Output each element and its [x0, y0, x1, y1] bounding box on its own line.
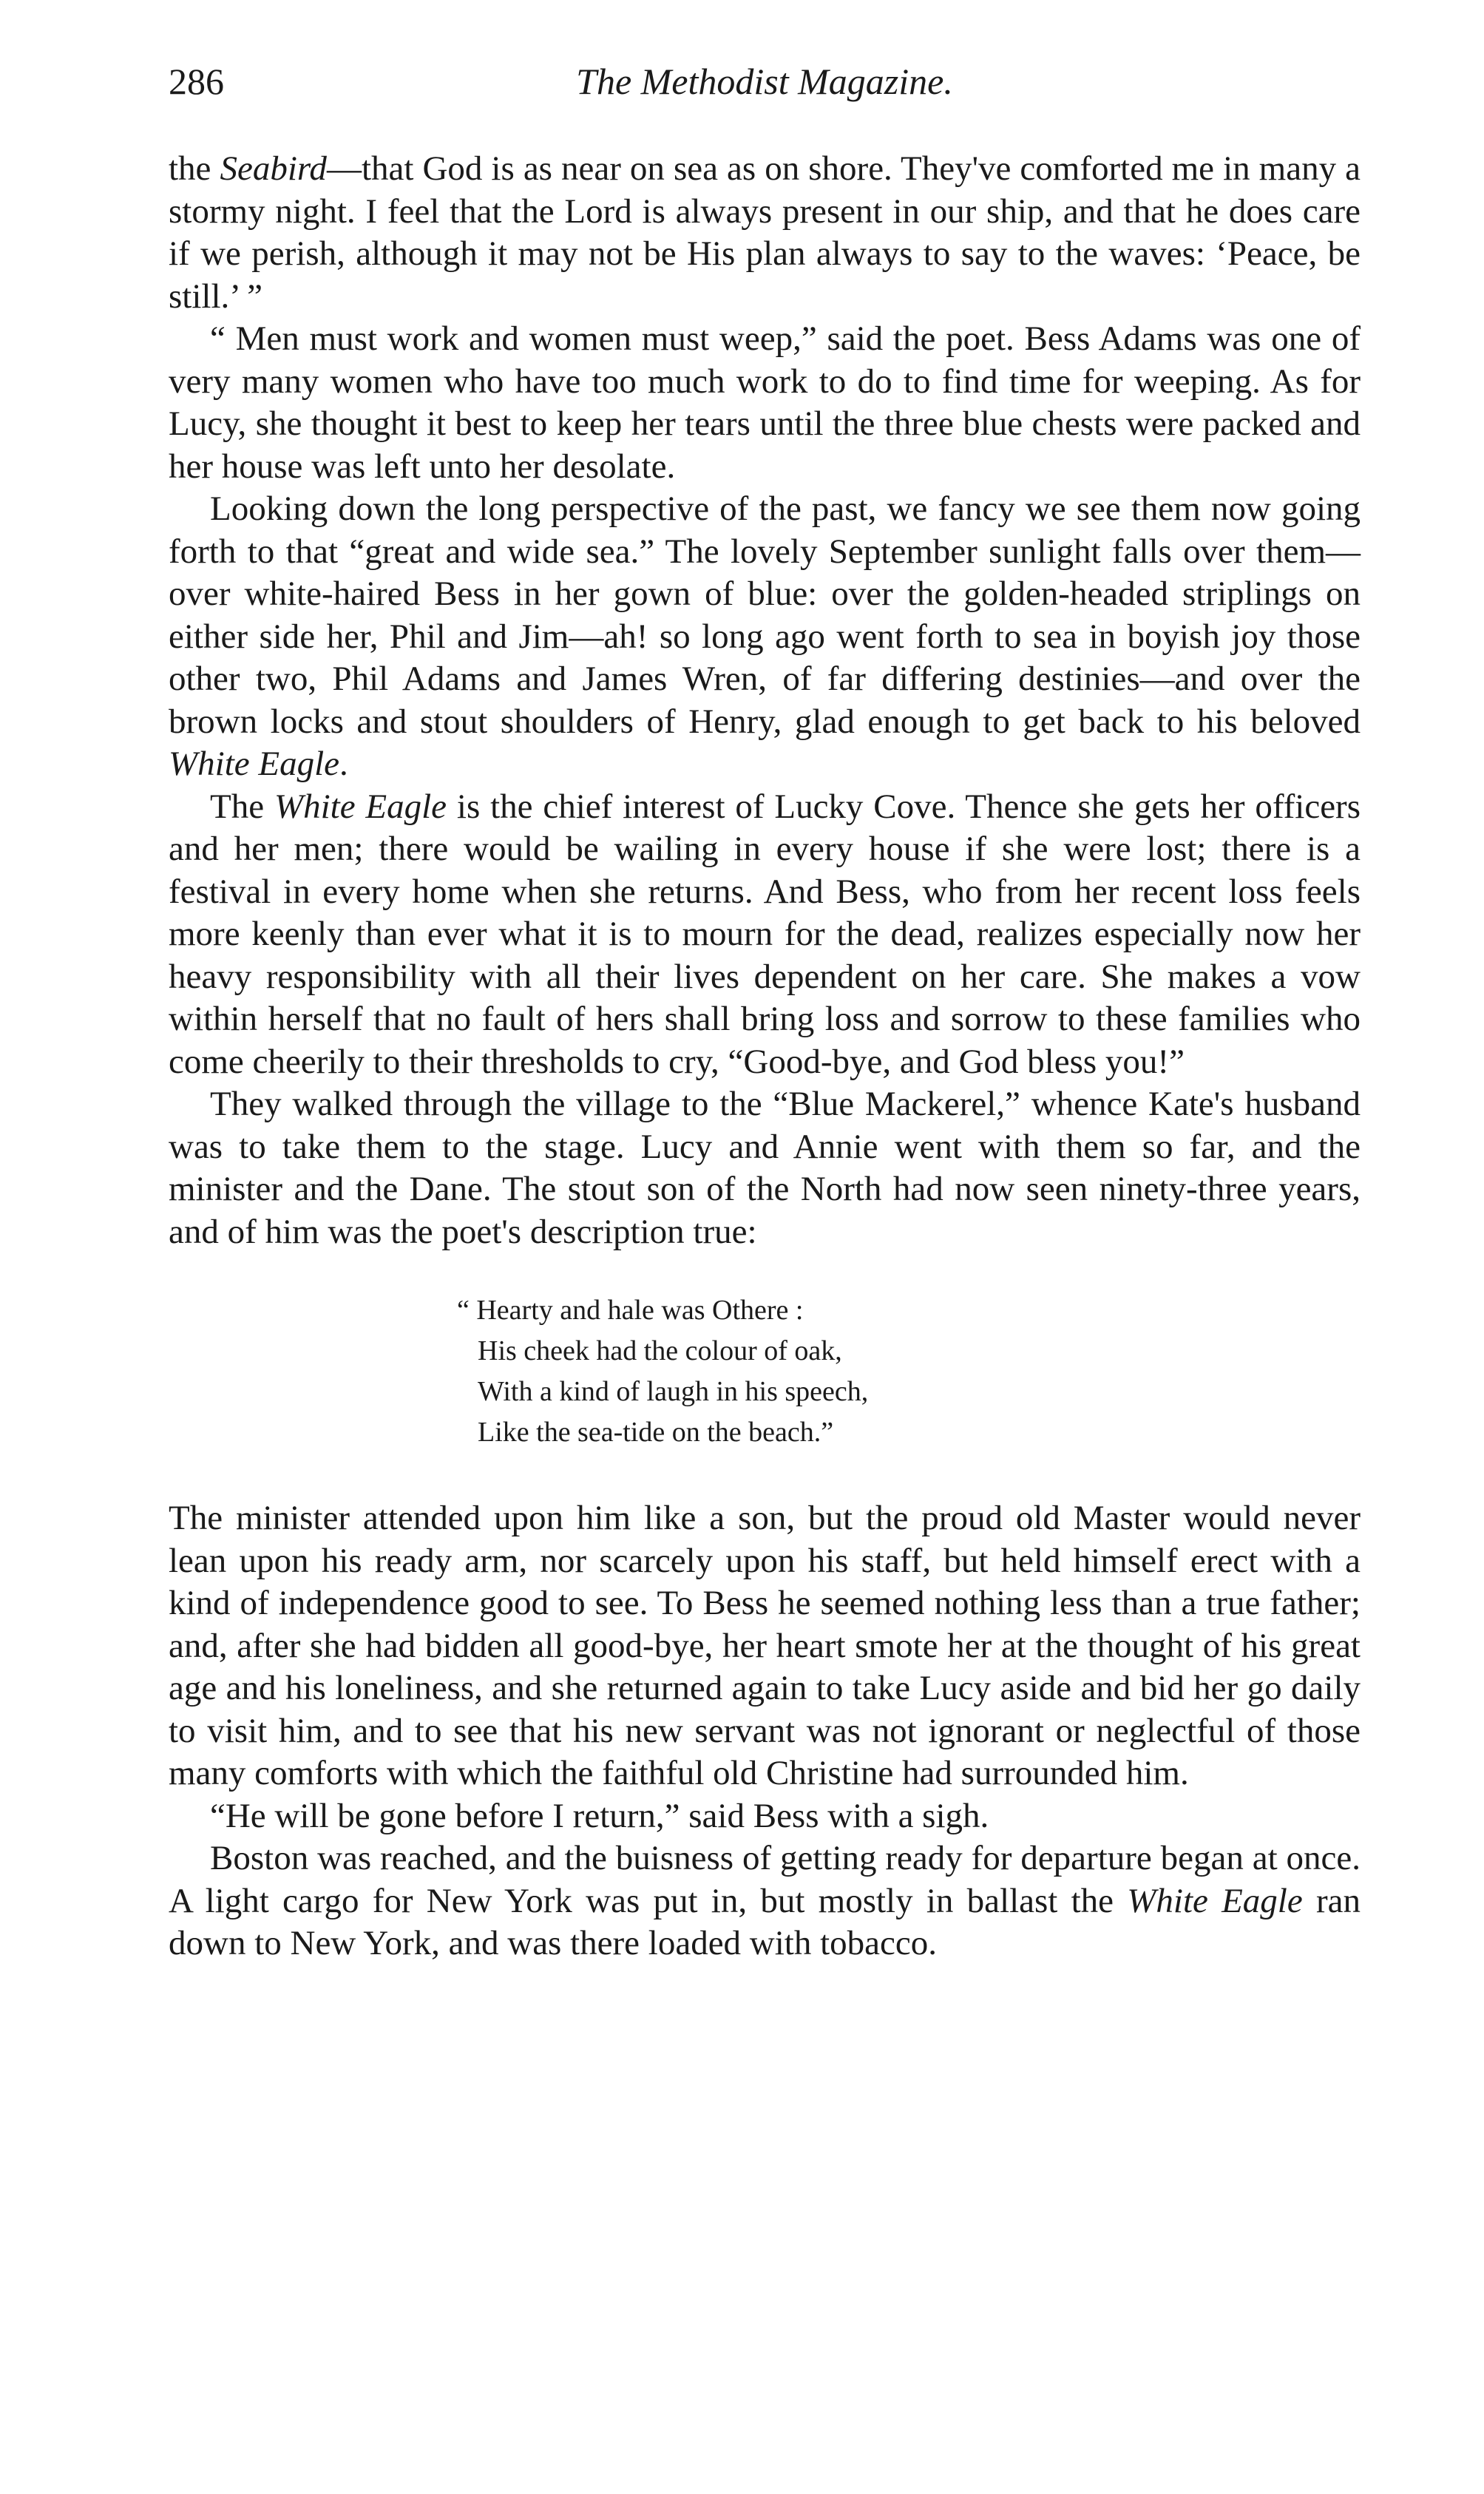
paragraph-3: [169, 488, 1361, 786]
verse-line-3: With a kind of laugh in his speech,: [478, 1376, 869, 1407]
paragraph-4-text-b: is the chief interest of Lucky Cove. Thence she gets her officers and her men; there would be wailing in every house if she were lost; there is a festival in every home when she returns. And Bess, who from her recent loss feels more keenly than ever what it is to mourn for the dead, realizes especially now her heavy responsibility with all their lives dependent on her care. She makes a vow within herself that no fault of hers shall bring loss and sorrow to these families who come cheerily to their thresholds to cry, “Good-bye, and God bless you!”: [169, 787, 1361, 1081]
paragraph-7: “He will be gone before I return,” said Bess with a sigh.: [210, 1796, 989, 1835]
running-head: [169, 52, 1361, 111]
verse-line-2: His cheek had the colour of oak,: [478, 1335, 842, 1366]
ship-name: White Eagle: [169, 745, 340, 783]
paragraph-3-text-b: .: [339, 745, 348, 783]
paragraph-2: “ Men must work and women must weep,” said the poet. Bess Adams was one of very many women who have too much work to do to find time for weeping. As for Lucy, she thought it best to keep her tears until the three blue chests were packed and her house was left unto her desolate.: [169, 319, 1361, 486]
paragraph-5: They walked through the village to the “Blue Mackerel,” whence Kate's husband was to take them to the stage. Lucy and Annie went with them so far, and the minister and the Dane. The stout son of the North had now seen ninety-three years, and of him was the poet's description true:: [169, 1085, 1361, 1251]
page-number: 286: [169, 61, 224, 102]
paragraph-8: [169, 1837, 1361, 1965]
paragraph-3-text-a: Looking down the long perspective of the past, we fancy we see them now going forth to that “great and wide sea.” The lovely September sunlight falls over them—over white-haired Bess in her gown of blue: over the golden-headed striplings on either side her, Phil and Jim—ah! so long ago went forth to sea in boyish joy those other two, Phil Adams and James Wren, of far differing destinies—and over the brown locks and stout shoulders of Henry, glad enough to get back to his beloved: [169, 489, 1361, 741]
paragraph-1: [169, 148, 1361, 318]
ship-name: White Eagle: [1127, 1881, 1303, 1920]
paragraph-8-text-a: Boston was reached, and the buisness of getting ready for departure began at once. A light cargo for New York was put in, but mostly in ballast the: [169, 1839, 1361, 1920]
ship-name: White Eagle: [274, 787, 447, 826]
ship-name: Seabird: [220, 149, 327, 188]
journal-title: The Methodist Magazine.: [576, 61, 953, 102]
verse-line-1: “ Hearty and hale was Othere :: [457, 1295, 804, 1326]
paragraph-4-text-a: The: [210, 787, 274, 826]
paragraph-1-text-b: —that God is as near on sea as on shore. They've comforted me in many a stormy night. I feel that the Lord is always present in our ship, and that he does care if we perish, although it may not be His plan always to say to the waves: ‘Peace, be still.’ ”: [169, 149, 1361, 316]
verse-line-4: Like the sea-tide on the beach.”: [478, 1417, 834, 1448]
article-body: [169, 148, 1361, 1965]
paragraph-6: The minister attended upon him like a son, but the proud old Master would never lean upon his ready arm, nor scarcely upon his staff, but held himself erect with a kind of independence good to see. To Bess he seemed nothing less than a true father; and, after she had bidden all good-bye, her heart smote her at the thought of his great age and his loneliness, and she returned again to take Lucy aside and bid her go daily to visit him, and to see that his new servant was not ignorant or neglectful of those many comforts with which the faithful old Christine had surrounded him.: [169, 1499, 1361, 1792]
paragraph-8-text-b: ran down to New York, and was there loaded with tobacco.: [169, 1881, 1361, 1962]
verse-quotation: [457, 1290, 1361, 1453]
paragraph-1-text-a: the: [169, 149, 220, 188]
magazine-page: [169, 52, 1361, 1965]
paragraph-4: [169, 786, 1361, 1084]
